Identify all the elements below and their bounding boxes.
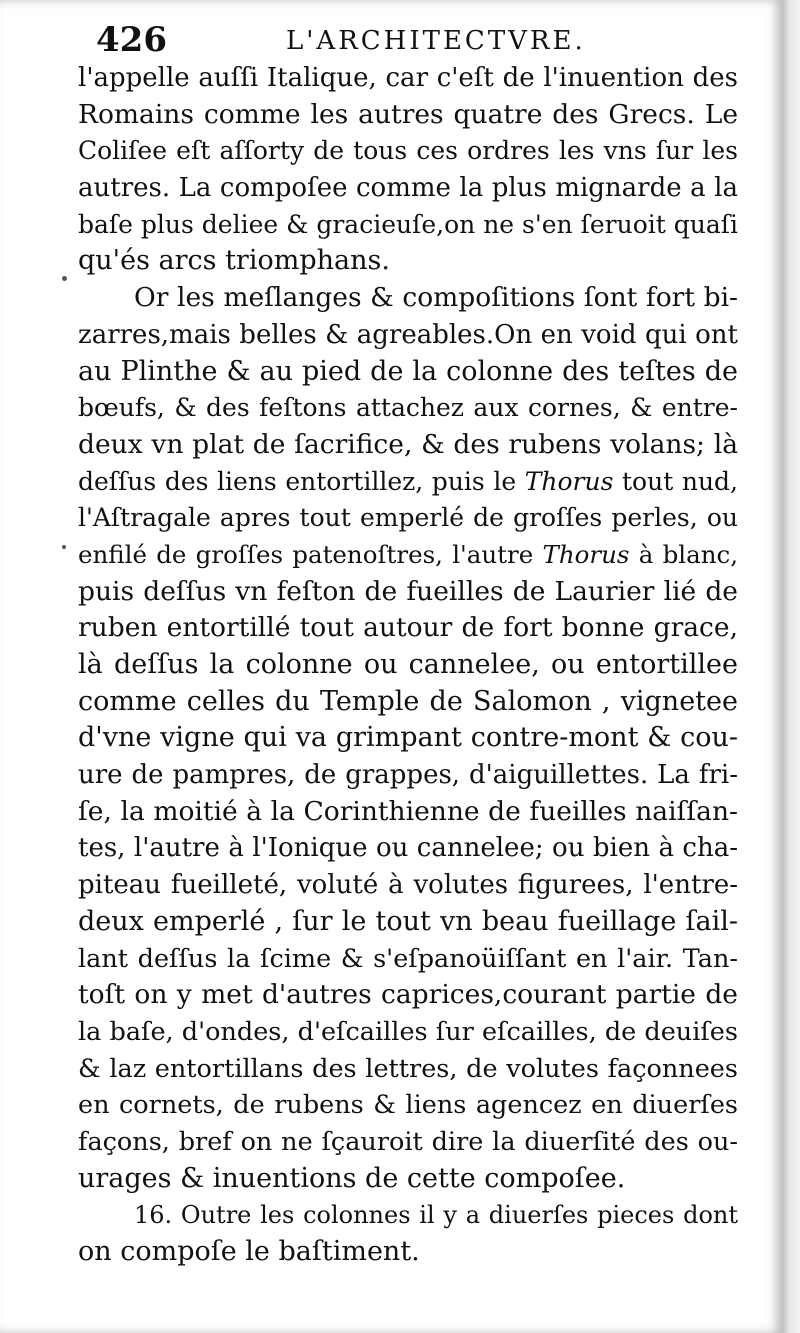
text-line: en cornets, de rubens & liens agencez en diuerſes — [78, 1090, 738, 1121]
page-header — [96, 20, 716, 60]
text-line: qu'és arcs triomphans. — [78, 245, 390, 277]
text-line: piteau fueilleté, voluté à volutes figurees, l'entre- — [78, 870, 738, 901]
text-line: façons, bref on ne ſçauroit dire la diuerſité des ou- — [78, 1126, 738, 1157]
text-line: on compoſe le baſtiment. — [78, 1236, 420, 1267]
text-line: enfilé de groſſes patenoſtres, l'autre Thorus à blanc, — [78, 539, 738, 569]
text-line: tes, l'autre à l'Ionique ou cannelee; ou bien à cha- — [78, 833, 738, 864]
running-head: L'ARCHITECTVRE. — [286, 26, 586, 56]
body-text — [78, 60, 738, 1271]
text-line: au Plinthe & au pied de la colonne des teſtes de — [78, 355, 738, 387]
text-line: & laz entortillans des lettres, de volutes façonnees — [78, 1053, 738, 1084]
text-line: deſſus des liens entortillez, puis le Thorus tout nud, — [78, 466, 738, 496]
ink-speck — [62, 276, 67, 281]
text-line: ruben entortillé tout autour de fort bonne grace, — [78, 612, 738, 644]
text-line: l'Aſtragale apres tout emperlé de groſſes perles, ou — [78, 503, 738, 533]
text-line: ſe, la moitié à la Corinthienne de fueilles naiſſan- — [78, 795, 738, 827]
ink-speck — [62, 545, 66, 549]
text-line: Romains comme les autres quatre des Grecs. Le — [78, 98, 738, 130]
text-line: lant deſſus la ſcime & s'eſpanoüiſſant en l'air. Tan- — [78, 943, 738, 974]
page-edge — [782, 0, 800, 1333]
text-line: zarres,mais belles & agreables.On en void qui ont — [78, 319, 738, 350]
text-line: l'appelle auſſi Italique, car c'eſt de l'inuention des — [78, 63, 738, 93]
text-line: là deſſus la colonne ou cannelee, ou entortillee — [78, 649, 738, 680]
text-line: puis deſſus vn feſton de fueilles de Laurier lié de — [78, 575, 738, 607]
text-line: ure de pampres, de grappes, d'aiguillettes. La fri- — [78, 760, 738, 791]
text-line: autres. La compoſee comme la plus mignarde a la — [78, 173, 738, 204]
text-line: Coliſee eſt aſſorty de tous ces ordres les vns ſur les — [78, 136, 738, 166]
text-line: 16. Outre les colonnes il y a diuerſes pieces dont — [134, 1201, 738, 1230]
text-line: la baſe, d'ondes, d'eſcailles ſur eſcailles, de deuiſes — [78, 1016, 738, 1047]
text-line: bœufs, & des feſtons attachez aux cornes, & entre- — [78, 393, 738, 423]
text-line: deux vn plat de ſacrifice, & des rubens volans; là — [78, 428, 738, 460]
text-line: Or les meſlanges & compoſitions ſont fort bi- — [134, 282, 738, 314]
text-line: urages & inuentions de cette compoſee. — [78, 1162, 626, 1194]
text-line: deux emperlé , ſur le tout vn beau fueillage ſail- — [78, 905, 738, 937]
text-line: comme celles du Temple de Salomon , vignetee — [78, 685, 738, 717]
text-line: toſt on y met d'autres caprices,courant partie de — [78, 979, 738, 1011]
text-line: baſe plus deliee & gracieuſe,on ne s'en ſeruoit quaſi — [78, 209, 738, 239]
page-number: 426 — [96, 20, 167, 60]
text-line: d'vne vigne qui va grimpant contre-mont & cou- — [78, 722, 738, 754]
